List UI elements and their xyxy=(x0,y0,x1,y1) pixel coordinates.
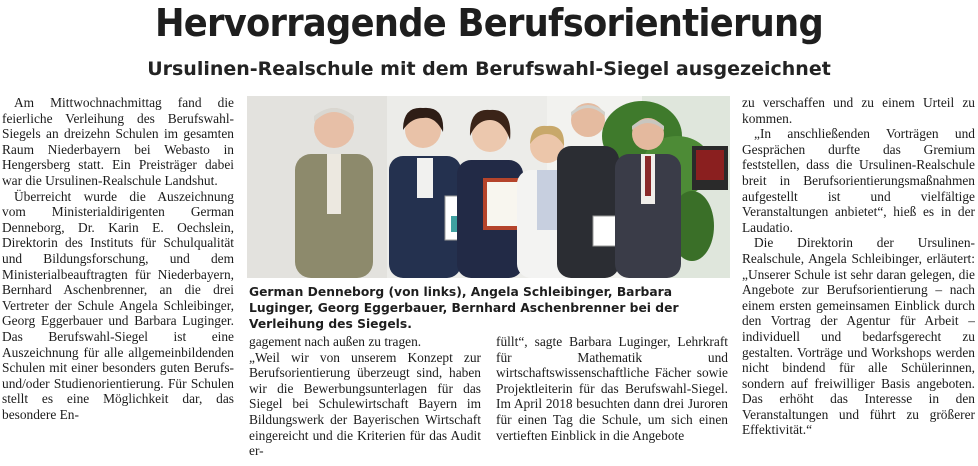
subheadline: Ursulinen-Realschule mit dem Berufswahl-Siegel ausgezeichnet xyxy=(147,58,831,80)
award-photo-illustration xyxy=(247,96,730,278)
paragraph: Am Mittwochnachmittag fand die feierliche Verleihung des Berufswahl-Siegels an dreizehn Schulen im gesamten Raum Niederbayern bei Webasto in Hengersberg statt. Ein Preisträger dabei war die Ursulinen-Realschule Landshut. xyxy=(2,95,234,188)
paragraph: füllt“, sagte Barbara Luginger, Lehrkraft für Mathematik und wirtschaftswissenschaftliche Fächer sowie Projektleiterin für das Berufswahl-Siegel. Im April 2018 besuchten dann drei Juroren für einen Tag die Schule, um sich einen vertieften Einblick in die Angebote xyxy=(496,334,728,443)
article-column-1 xyxy=(2,95,234,465)
paragraph: gagement nach außen zu tragen. xyxy=(249,334,422,349)
award-photo xyxy=(247,96,730,278)
paragraph: Überreicht wurde die Auszeichnung vom Ministerialdirigenten German Denneborg, Dr. Karin E. Oechslein, Direktorin des Instituts für Schulqualität und Bildungsforschung, und dem Ministerialbeauftragten für Niederbayern, Bernhard Aschenbrenner, an die drei Vertreter der Schule Angela Schleibinger, Georg Eggerbauer und Barbara Luginger. Das Berufswahl-Siegel ist eine Auszeichnung für alle allgemeinbildenden Schulen mit einer besonders guten Berufs- und/oder Studienorientierung. Für Schulen stellt es eine Möglichkeit dar, das besondere En- xyxy=(2,188,234,422)
article-column-4 xyxy=(742,95,975,465)
paragraph: „Weil wir von unserem Konzept zur Berufsorientierung überzeugt sind, haben wir die Bewerbungsunterlagen für das Siegel bei Schulewirtschaft Bayern im Bildungswerk der Bayerischen Wirtschaft eingereicht und die Kriterien für das Audit er- xyxy=(249,349,481,459)
paragraph: „In anschließenden Vorträgen und Gesprächen durfte das Gremium feststellen, dass die Ursulinen-Realschule breit in Berufsorientierungsmaßnahmen aufgestellt ist und vielfältige Veranstaltungen anbietet“, hieß es in der Laudatio. xyxy=(742,126,975,235)
article-column-3 xyxy=(496,334,728,464)
article-column-2 xyxy=(249,334,481,464)
headline: Hervorragende Berufsorientierung xyxy=(154,1,824,45)
paragraph: Die Direktorin der Ursulinen-Realschule, Angela Schleibinger, erläutert: „Unserer Schule ist sehr daran gelegen, die Angebote zur Berufsorientierung – nach einem ersten gemeinsamen Einblick durch den Vortrag der Agentur für Arbeit – individuell und bedarfsgerecht zu gestalten. Vorträge und Workshops werden nicht bindend für alle Schülerinnen, sondern auf freiwilliger Basis angeboten. Das erhöht das Interesse in den Veranstaltungen und führt zu größerer Effektivität.“ xyxy=(742,235,975,438)
paragraph: zu verschaffen und zu einem Urteil zu kommen. xyxy=(742,95,975,126)
photo-caption: German Denneborg (von links), Angela Schleibinger, Barbara Luginger, Georg Eggerbauer, Bernhard Aschenbrenner bei der Verleihung des Siegels. xyxy=(249,285,679,331)
